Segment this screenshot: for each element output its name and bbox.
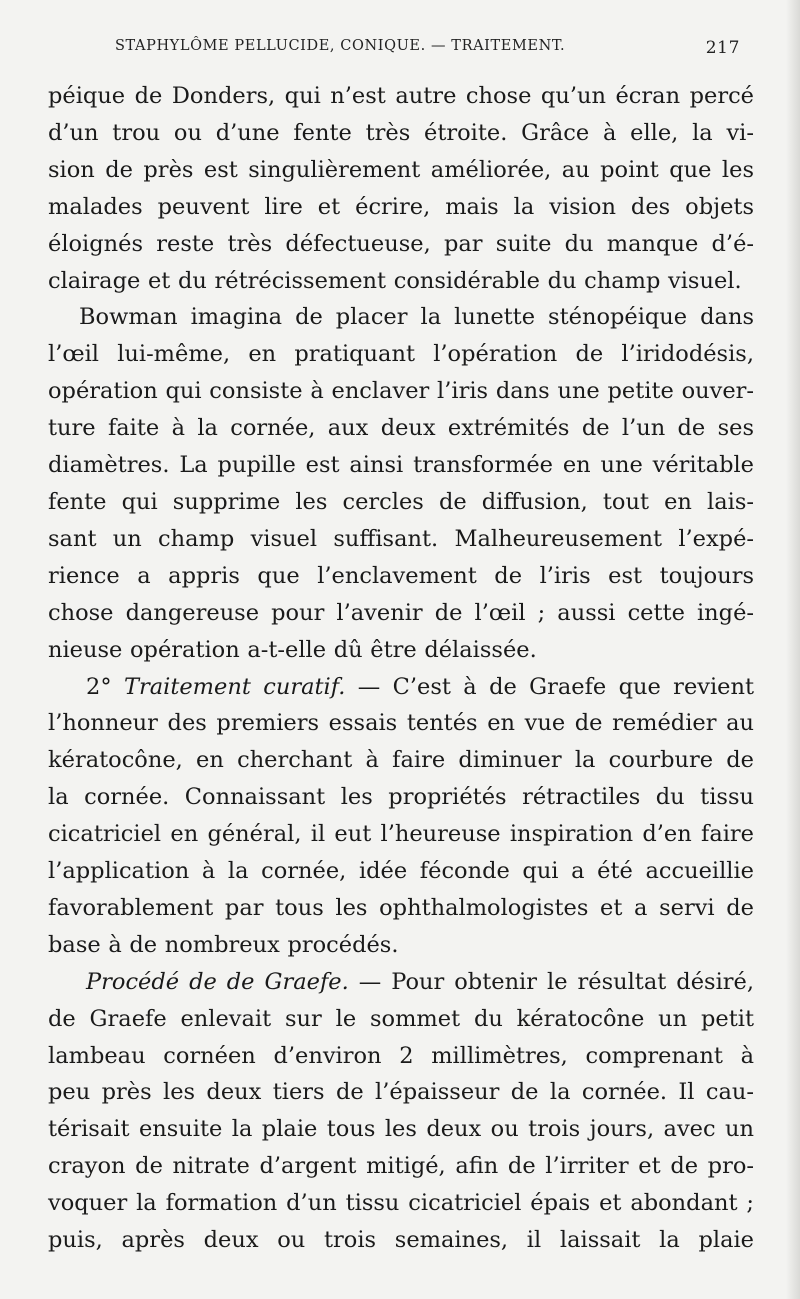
text-line: d’un trou ou d’une fente très étroite. Grâce à elle, la vi- — [48, 119, 754, 146]
section-number: 2° — [86, 673, 112, 700]
running-head — [115, 38, 740, 64]
text-line: péique de Donders, qui n’est autre chose qu’un écran percé — [48, 83, 754, 109]
text-line: térisait ensuite la plaie tous les deux ou trois jours, avec un — [48, 1116, 754, 1143]
text-line: peu près les deux tiers de l’épaisseur de la cornée. Il cau- — [48, 1079, 754, 1106]
text-line: clairage et du rétrécissement considérable du champ visuel. — [48, 267, 742, 294]
text-line: l’application à la cornée, idée féconde qui a été accueillie — [48, 858, 754, 885]
text-line: base à de nombreux procédés. — [48, 931, 399, 958]
body-text — [48, 78, 754, 1259]
text-line: rience a appris que l’enclavement de l’iris est toujours — [48, 562, 754, 589]
text-line: fente qui supprime les cercles de diffusion, tout en lais- — [48, 488, 754, 515]
subsection-first-text: — Pour obtenir le résultat désiré, — [358, 968, 754, 995]
text-line: de Graefe enlevait sur le sommet du kératocône un petit — [48, 1005, 754, 1032]
text-line: voquer la formation d’un tissu cicatriciel épais et abondant ; — [48, 1190, 754, 1217]
text-line: kératocône, en cherchant à faire diminuer la courbure de — [48, 747, 754, 774]
paragraph-first-line: Bowman imagina de placer la lunette sténopéique dans — [79, 304, 754, 331]
text-line: diamètres. La pupille est ainsi transformée en une véritable — [48, 452, 754, 479]
section-heading: Traitement curatif. — [123, 673, 346, 700]
text-line: lambeau cornéen d’environ 2 millimètres, comprenant à — [48, 1042, 754, 1069]
text-line: sion de près est singulièrement améliorée, au point que les — [48, 156, 754, 183]
text-line: crayon de nitrate d’argent mitigé, afin de l’irriter et de pro- — [48, 1153, 754, 1180]
running-title: STAPHYLÔME PELLUCIDE, CONIQUE. — TRAITEMENT. — [115, 38, 566, 54]
text-line: l’œil lui-même, en pratiquant l’opération de l’iridodésis, — [48, 341, 754, 368]
text-line: chose dangereuse pour l’avenir de l’œil ; aussi cette ingé- — [48, 599, 754, 626]
text-line: ture faite à la cornée, aux deux extrémités de l’un de ses — [48, 415, 754, 442]
text-line: l’honneur des premiers essais tentés en vue de remédier au — [48, 710, 754, 737]
text-line: cicatriciel en général, il eut l’heureuse inspiration d’en faire — [48, 821, 754, 848]
subsection-heading: Procédé de de Graefe. — [86, 968, 349, 995]
text-line: sant un champ visuel suffisant. Malheureusement l’expé- — [48, 525, 754, 552]
text-line: opération qui consiste à enclaver l’iris dans une petite ouver- — [48, 378, 754, 405]
section-heading-line — [48, 669, 754, 706]
text-line: malades peuvent lire et écrire, mais la vision des objets — [48, 193, 754, 220]
text-line: la cornée. Connaissant les propriétés rétractiles du tissu — [48, 784, 754, 811]
page-edge-shadow — [786, 0, 800, 1299]
text-line: puis, après deux ou trois semaines, il laissait la plaie — [48, 1227, 754, 1254]
section-first-text: — C’est à de Graefe que revient — [357, 673, 755, 700]
page-number: 217 — [705, 38, 740, 58]
text-line: nieuse opération a-t-elle dû être délaissée. — [48, 636, 537, 663]
subsection-heading-line — [48, 964, 754, 1001]
text-line: éloignés reste très défectueuse, par suite du manque d’é- — [48, 230, 754, 257]
text-line: favorablement par tous les ophthalmologistes et a servi de — [48, 894, 754, 921]
